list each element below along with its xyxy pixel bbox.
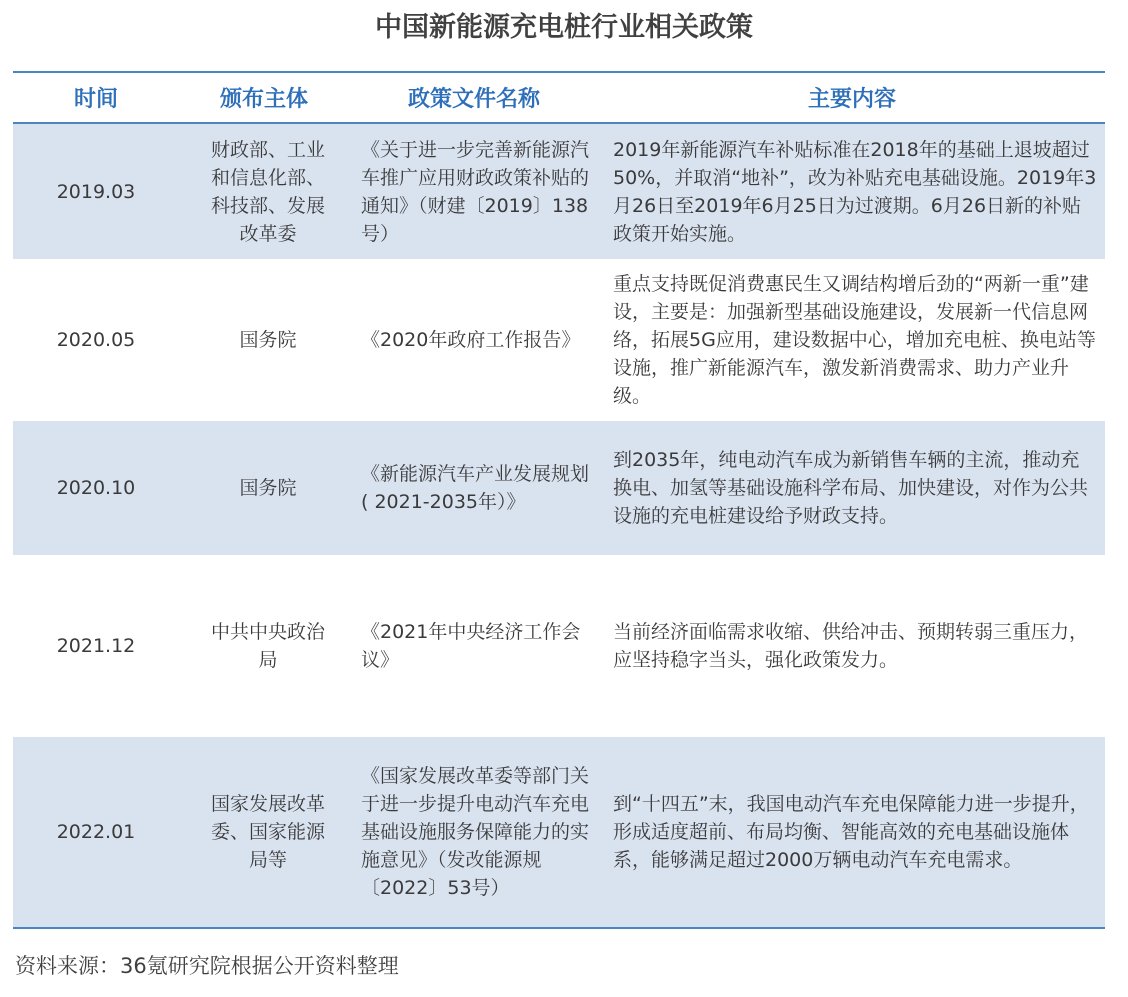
cell-time: 2020.10	[56, 477, 136, 499]
header-document: 政策文件名称	[407, 87, 540, 112]
cell-issuer: 国务院	[239, 329, 297, 351]
cell-issuer: 财政部、工业和信息化部、科技部、发展改革委	[210, 138, 325, 245]
table-header	[13, 73, 1105, 124]
cell-document: 《2020年政府工作报告》	[361, 329, 581, 351]
cell-issuer: 国家发展改革委、国家能源局等	[210, 793, 325, 871]
cell-time: 2021.12	[56, 635, 136, 657]
cell-document: 《2021年中央经济工作会议》	[361, 621, 581, 671]
cell-content: 当前经济面临需求收缩、供给冲击、预期转弱三重压力，应坚持稳字当头，强化政策发力。	[613, 621, 1089, 671]
table-row	[13, 124, 1105, 259]
table-row	[13, 259, 1105, 421]
cell-issuer: 中共中央政治局	[210, 621, 325, 671]
table-row	[13, 555, 1105, 737]
header-issuer: 颁布主体	[219, 87, 308, 112]
source-note: 资料来源：36氪研究院根据公开资料整理	[15, 954, 399, 978]
cell-issuer: 国务院	[239, 477, 297, 499]
policy-table	[13, 71, 1105, 929]
table-row	[13, 737, 1105, 927]
cell-content: 到2035年，纯电动汽车成为新销售车辆的主流，推动充换电、加氢等基础设施科学布局、加快建设，对作为公共设施的充电桩建设给予财政支持。	[613, 449, 1089, 527]
cell-document: 《国家发展改革委等部门关于进一步提升电动汽车充电基础设施服务保障能力的实施意见》（发改能源规〔2022〕53号）	[361, 765, 590, 899]
table-row	[13, 421, 1105, 555]
cell-content: 重点支持既促消费惠民生又调结构增后劲的“两新一重”建设，主要是：加强新型基础设施建设，发展新一代信息网络，拓展5G应用，建设数据中心，增加充电桩、换电站等设施，推广新能源汽车，激发新消费需求、助力产业升级。	[613, 273, 1096, 407]
header-time: 时间	[73, 87, 118, 112]
page-title: 中国新能源充电桩行业相关政策	[375, 12, 753, 43]
cell-document: 《新能源汽车产业发展规划( 2021-2035年）》	[361, 463, 590, 513]
header-content: 主要内容	[807, 87, 896, 112]
cell-time: 2022.01	[56, 821, 136, 843]
cell-content: 到“十四五”末，我国电动汽车充电保障能力进一步提升，形成适度超前、布局均衡、智能高效的充电基础设施体系，能够满足超过2000万辆电动汽车充电需求。	[613, 793, 1089, 871]
cell-time: 2019.03	[56, 180, 136, 203]
cell-document: 《关于进一步完善新能源汽车推广应用财政政策补贴的通知》（财建〔2019〕138号）	[361, 138, 590, 245]
cell-time: 2020.05	[56, 329, 136, 351]
cell-content: 2019年新能源汽车补贴标准在2018年的基础上退坡超过50%，并取消“地补”，改为补贴充电基础设施。2019年3月26日至2019年6月25日为过渡期。6月26日新的补贴政策开始实施。	[613, 138, 1097, 245]
